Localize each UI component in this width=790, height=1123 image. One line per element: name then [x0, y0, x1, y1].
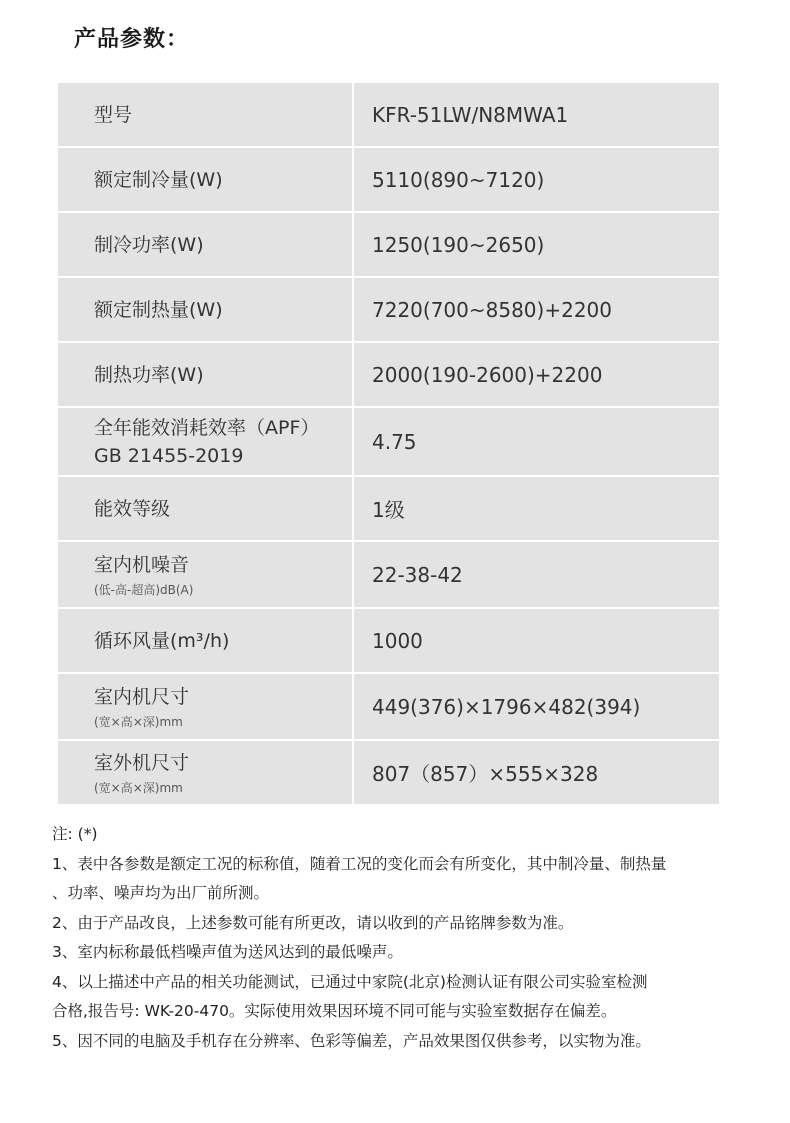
spec-table — [58, 83, 719, 804]
row-value: 449(376)×1796×482(394) — [372, 694, 641, 719]
table-row — [58, 741, 719, 804]
row-value: 2000(190-2600)+2200 — [372, 362, 603, 387]
table-row — [58, 674, 719, 741]
note-line: 5、因不同的电脑及手机存在分辨率、色彩等偏差，产品效果图仅供参考，以实物为准。 — [52, 1031, 651, 1050]
table-row — [58, 408, 719, 477]
label-subtext: (宽×高×深)mm — [94, 714, 183, 729]
row-value: 807（857）×555×328 — [372, 762, 599, 786]
note-line: 1、表中各参数是额定工况的标称值，随着工况的变化而会有所变化，其中制冷量、制热量 — [52, 854, 667, 873]
note-line: 4、以上描述中产品的相关功能测试，已通过中家院(北京)检测认证有限公司实验室检测 — [52, 972, 648, 991]
row-value: 5110(890~7120) — [372, 167, 545, 192]
table-row — [58, 213, 719, 278]
row-value: 1000 — [372, 628, 423, 653]
label-text: 全年能效消耗效率（APF） — [94, 416, 320, 439]
table-row — [58, 542, 719, 609]
label-text-line2: GB 21455-2019 — [94, 444, 244, 467]
row-label — [58, 278, 354, 341]
row-label — [58, 542, 354, 607]
label-text: 循环风量(m³/h) — [94, 629, 230, 652]
label-text: 室内机噪音 — [94, 553, 190, 576]
row-value: 22-38-42 — [372, 562, 463, 587]
page-title: 产品参数： — [74, 27, 190, 52]
row-value: 7220(700~8580)+2200 — [372, 297, 612, 322]
table-row — [58, 278, 719, 343]
row-label — [58, 83, 354, 146]
table-row — [58, 477, 719, 542]
table-row — [58, 609, 719, 674]
row-value: 4.75 — [372, 429, 417, 454]
table-row — [58, 83, 719, 148]
note-line: 合格,报告号: WK-20-470。实际使用效果因环境不同可能与实验室数据存在偏差。 — [52, 1002, 617, 1020]
row-label — [58, 148, 354, 211]
row-label — [58, 609, 354, 672]
label-text: 额定制冷量(W) — [94, 168, 223, 191]
row-label — [58, 674, 354, 739]
label-text: 制热功率(W) — [94, 363, 204, 386]
label-text: 室外机尺寸 — [94, 751, 190, 774]
label-text: 额定制热量(W) — [94, 298, 223, 321]
row-label — [58, 343, 354, 406]
row-label — [58, 213, 354, 276]
notes-section — [52, 820, 752, 1056]
table-row — [58, 343, 719, 408]
table-row — [58, 148, 719, 213]
note-line: 3、室内标称最低档噪声值为送风达到的最低噪声。 — [52, 943, 403, 961]
row-value: 1250(190~2650) — [372, 232, 545, 257]
label-text: 室内机尺寸 — [94, 685, 190, 708]
row-value: 1级 — [372, 498, 405, 522]
label-text: 能效等级 — [94, 497, 171, 520]
row-label — [58, 408, 354, 475]
note-line: 、功率、噪声均为出厂前所测。 — [52, 884, 270, 902]
notes-heading: 注: (*) — [52, 825, 98, 843]
row-value: KFR-51LW/N8MWA1 — [372, 102, 569, 127]
row-label — [58, 741, 354, 804]
label-text: 制冷功率(W) — [94, 233, 204, 256]
row-label — [58, 477, 354, 540]
label-subtext: (低-高-超高)dB(A) — [94, 582, 194, 597]
label-subtext: (宽×高×深)mm — [94, 780, 183, 795]
note-line: 2、由于产品改良，上述参数可能有所更改，请以收到的产品铭牌参数为准。 — [52, 913, 574, 932]
label-text: 型号 — [94, 103, 133, 126]
